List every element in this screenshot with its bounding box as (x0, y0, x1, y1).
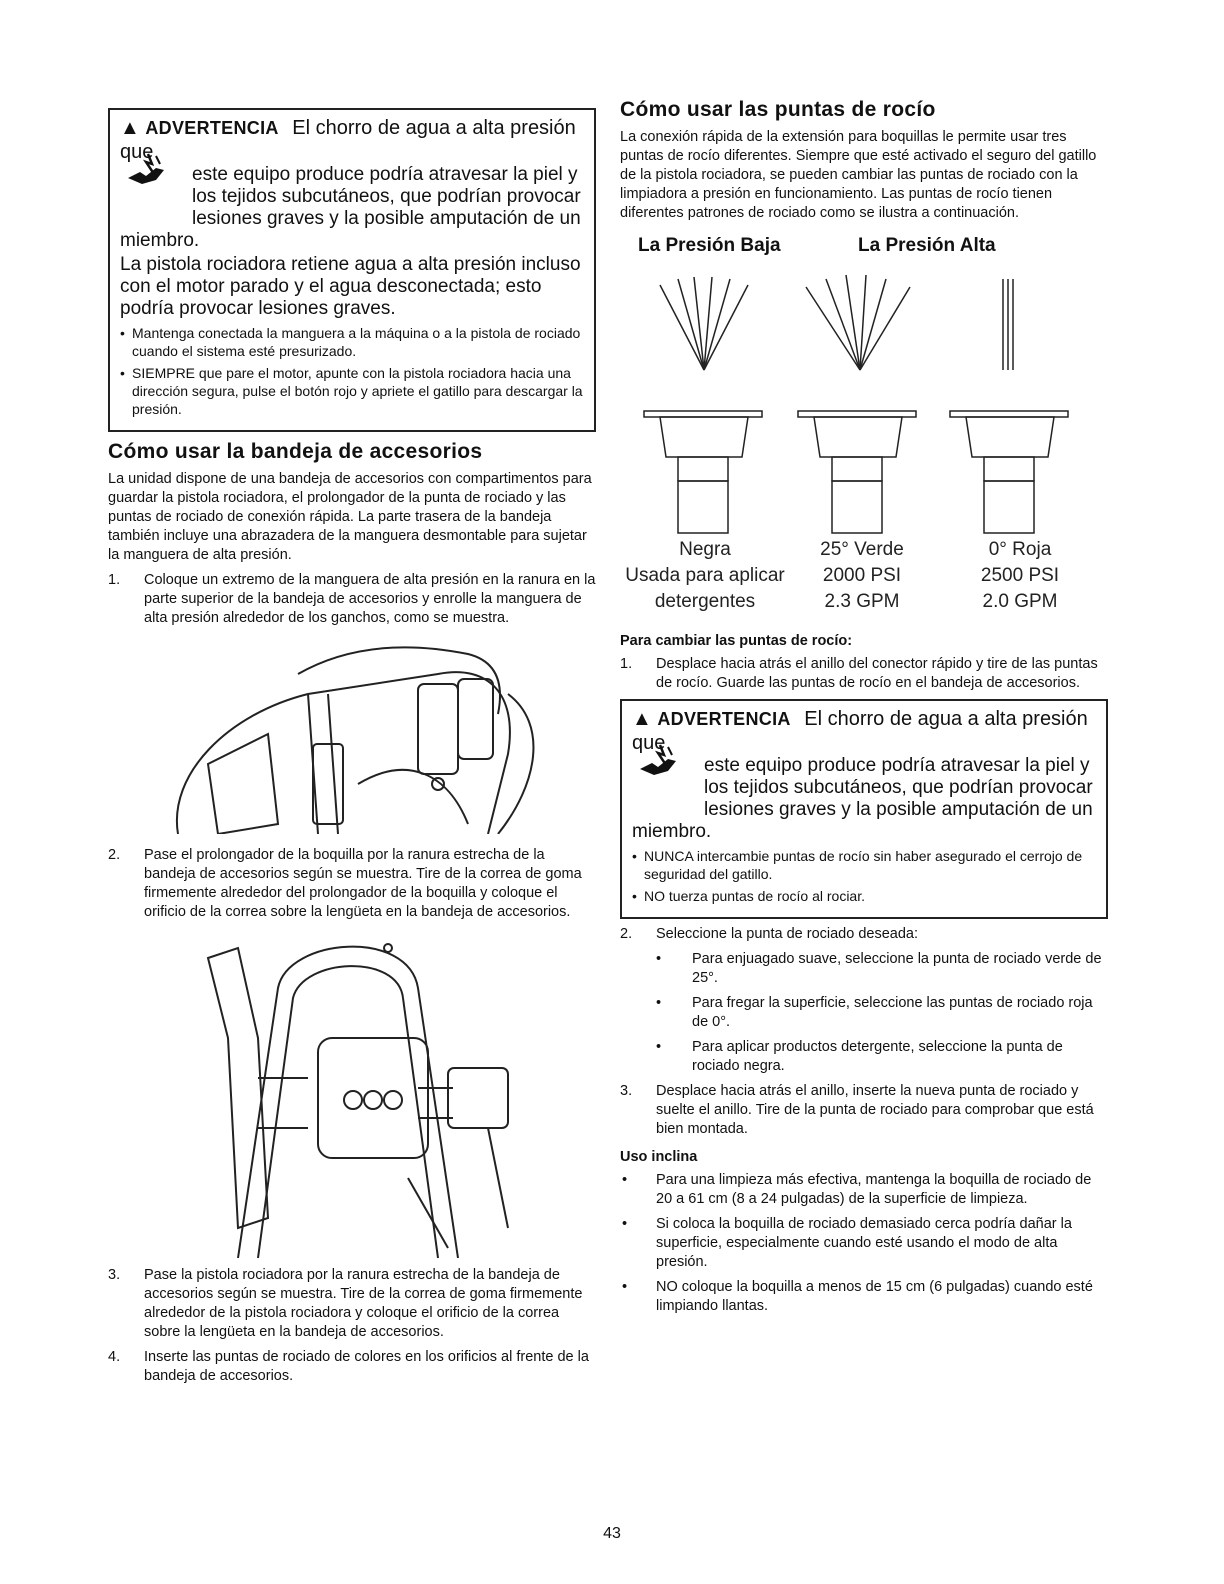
nozzle-spec: 2500 PSI (980, 565, 1060, 586)
step-text: Pase la pistola rociadora por la ranura estrecha de la bandeja de accesorios según se muestra. Tire de la correa de goma firmemente alrededor de la pistola rociadora y coloque el orificio de la correa sobre la lengüeta en la bandeja de accesorios. (144, 1267, 583, 1340)
right-column (620, 98, 1108, 1322)
warning-box-1 (108, 108, 596, 432)
tips-intro: La conexión rápida de la extensión para boquillas le permite usar tres puntas de rocío diferentes. Siempre que esté activado el seguro del gatillo de la pistola rociadora, se pueden cambiar las puntas de rociado con la limpiadora a presión en funcionamiento. Las puntas de rocío tienen diferentes patrones de rociado como se ilustra a continuación. (620, 129, 1097, 221)
change-steps (620, 1082, 1108, 1139)
tray-hose-illustration (108, 634, 596, 834)
step-number: 3. (108, 1267, 121, 1283)
step-text: Desplace hacia atrás el anillo del conector rápido y tire de las puntas de rocío. Guarde las puntas de rocío en el bandeja de accesorios. (656, 656, 1098, 691)
nozzle-spec: detergentes (654, 591, 756, 612)
medium-pressure-spray (806, 275, 910, 370)
nozzle-green (798, 411, 916, 533)
warning-bullet: • SIEMPRE que pare el motor, apunte con la pistola rociadora hacia una dirección segura, pulse el botón rojo y apriete el gatillo para descargar la presión. (120, 364, 584, 418)
warning-bullets (120, 324, 584, 418)
warning-line: este equipo produce podría atravesar la piel y (704, 755, 1090, 776)
nozzle-spec: Usada para aplicar (625, 565, 785, 586)
step-number: 4. (108, 1349, 121, 1365)
tray-step (108, 846, 596, 922)
nozzle-name: Negra (679, 539, 731, 560)
change-steps (620, 925, 1108, 944)
step-number: 1. (108, 572, 121, 588)
nozzle-table (620, 535, 1108, 615)
tray-steps (108, 846, 596, 922)
step-text: Inserte las puntas de rociado de colores en los orificios al frente de la bandeja de accesorios. (144, 1349, 589, 1384)
nozzle-col (950, 537, 1090, 615)
tray-step (108, 1266, 596, 1342)
tray-step (108, 1348, 596, 1386)
step-text: Coloque un extremo de la manguera de alta presión en la ranura en la parte superior de la bandeja de accesorios y enrolle la manguera de alta presión alrededor de los ganchos, como se muestra. (144, 572, 596, 626)
warning-line: miembro. (632, 821, 712, 842)
injection-hazard-icon (638, 741, 682, 781)
warning-line: los tejidos subcutáneos, que podrían provocar (192, 186, 581, 207)
uso-item: • Para una limpieza más efectiva, mantenga la boquilla de rociado de 20 a 61 cm (8 a 24 pulgadas) de la superficie de limpieza. (620, 1171, 1108, 1209)
change-step (620, 1082, 1108, 1139)
nozzle-red (950, 411, 1068, 533)
tray-heading: Cómo usar la bandeja de accesorios (108, 440, 483, 463)
page-number: 43 (603, 1525, 621, 1542)
warning-label: ADVERTENCIA (657, 709, 791, 729)
step-number: 1. (620, 656, 633, 672)
nozzle-col (792, 537, 932, 615)
left-column (108, 108, 596, 1392)
step-text: Pase el prolongador de la boquilla por la ranura estrecha de la bandeja de accesorios según se muestra. Tire de la correa de goma firmemente alrededor del prolongador de la boquilla y coloque el orificio de la correa sobre la lengüeta en la bandeja de accesorios. (144, 847, 582, 920)
warning-triangle-icon: ▲ (632, 708, 652, 730)
warning-line: El chorro de agua a alta presión que (120, 117, 576, 163)
warning-line: lesiones graves y la posible amputación de un (192, 208, 581, 229)
uso-heading: Uso inclina (620, 1149, 698, 1165)
nozzle-name: 25° Verde (820, 539, 904, 560)
warning-line: este equipo produce podría atravesar la piel y (192, 164, 578, 185)
warning-paragraph: La pistola rociadora retiene agua a alta presión incluso con el motor parado y el agua desconectada; esto podría provocar lesiones graves. (120, 254, 581, 319)
tray-steps (108, 571, 596, 628)
tray-step (108, 571, 596, 628)
nozzle-spec: 2.0 GPM (982, 591, 1058, 612)
warning-triangle-icon: ▲ (120, 117, 140, 139)
uso-item: • NO coloque la boquilla a menos de 15 cm (6 pulgadas) cuando esté limpiando llantas. (620, 1278, 1108, 1316)
uso-list (620, 1171, 1108, 1316)
warning-bullet: • Mantenga conectada la manguera a la máquina o a la pistola de rociado cuando el sistema esté presurizado. (120, 324, 584, 360)
tray-intro: La unidad dispone de una bandeja de accesorios con compartimentos para guardar la pistola rociadora, el prolongador de la punta de rociado y las puntas de rociado de conexión rápida. La parte trasera de la bandeja también incluye una abrazadera de la manguera desmontable para sujetar la manguera de alta presión. (108, 471, 592, 563)
step-text: Seleccione la punta de rociado deseada: (656, 926, 918, 942)
warning-line: los tejidos subcutáneos, que podrían provocar (704, 777, 1093, 798)
nozzle-black (644, 411, 762, 533)
spray-tips-diagram (620, 265, 1108, 535)
nozzle-col (620, 537, 790, 615)
warning-header (632, 707, 1096, 755)
warning-bullet: • NO tuerza puntas de rocío al rociar. (632, 887, 1096, 905)
high-pressure-label: La Presión Alta (858, 235, 996, 256)
step-number: 2. (620, 926, 633, 942)
low-pressure-spray (660, 277, 748, 370)
injection-hazard-icon (126, 150, 170, 190)
warning-line: miembro. (120, 230, 200, 251)
step-number: 3. (620, 1083, 633, 1099)
nozzle-spec: 2.3 GPM (824, 591, 900, 612)
warning-box-2 (620, 699, 1108, 919)
warning-line: El chorro de agua a alta presión que (632, 708, 1088, 754)
high-pressure-spray (1003, 279, 1013, 370)
low-pressure-label: La Presión Baja (638, 235, 781, 256)
change-step (620, 655, 1108, 693)
change-step (620, 925, 1108, 944)
warning-label: ADVERTENCIA (145, 118, 279, 138)
tip-selection-item: • Para aplicar productos detergente, seleccione la punta de rociado negra. (620, 1038, 1108, 1076)
nozzle-spec: 2000 PSI (822, 565, 902, 586)
pressure-labels (620, 229, 1108, 265)
tip-selection-item: • Para enjuagado suave, seleccione la punta de rociado verde de 25°. (620, 950, 1108, 988)
warning-header (120, 116, 584, 164)
warning-bullet: • NUNCA intercambie puntas de rocío sin haber asegurado el cerrojo de seguridad del gatillo. (632, 847, 1096, 883)
change-tips-heading: Para cambiar las puntas de rocío: (620, 633, 853, 649)
warning-bullets (632, 847, 1096, 905)
tips-heading: Cómo usar las puntas de rocío (620, 98, 936, 121)
uso-item: • Si coloca la boquilla de rociado demasiado cerca podría dañar la superficie, especialmente cuando esté usando el modo de alta presión. (620, 1215, 1108, 1272)
nozzle-name: 0° Roja (988, 539, 1052, 560)
tip-selection-item: • Para fregar la superficie, seleccione las puntas de rociado roja de 0°. (620, 994, 1108, 1032)
change-steps (620, 655, 1108, 693)
tray-steps (108, 1266, 596, 1386)
tip-selection-list (620, 950, 1108, 1076)
warning-line: lesiones graves y la posible amputación de un (704, 799, 1093, 820)
step-number: 2. (108, 847, 121, 863)
step-text: Desplace hacia atrás el anillo, inserte la nueva punta de rociado y suelte el anillo. Tire de la punta de rociado para comprobar que está bien montada. (656, 1083, 1094, 1137)
tray-gun-illustration (108, 928, 596, 1258)
